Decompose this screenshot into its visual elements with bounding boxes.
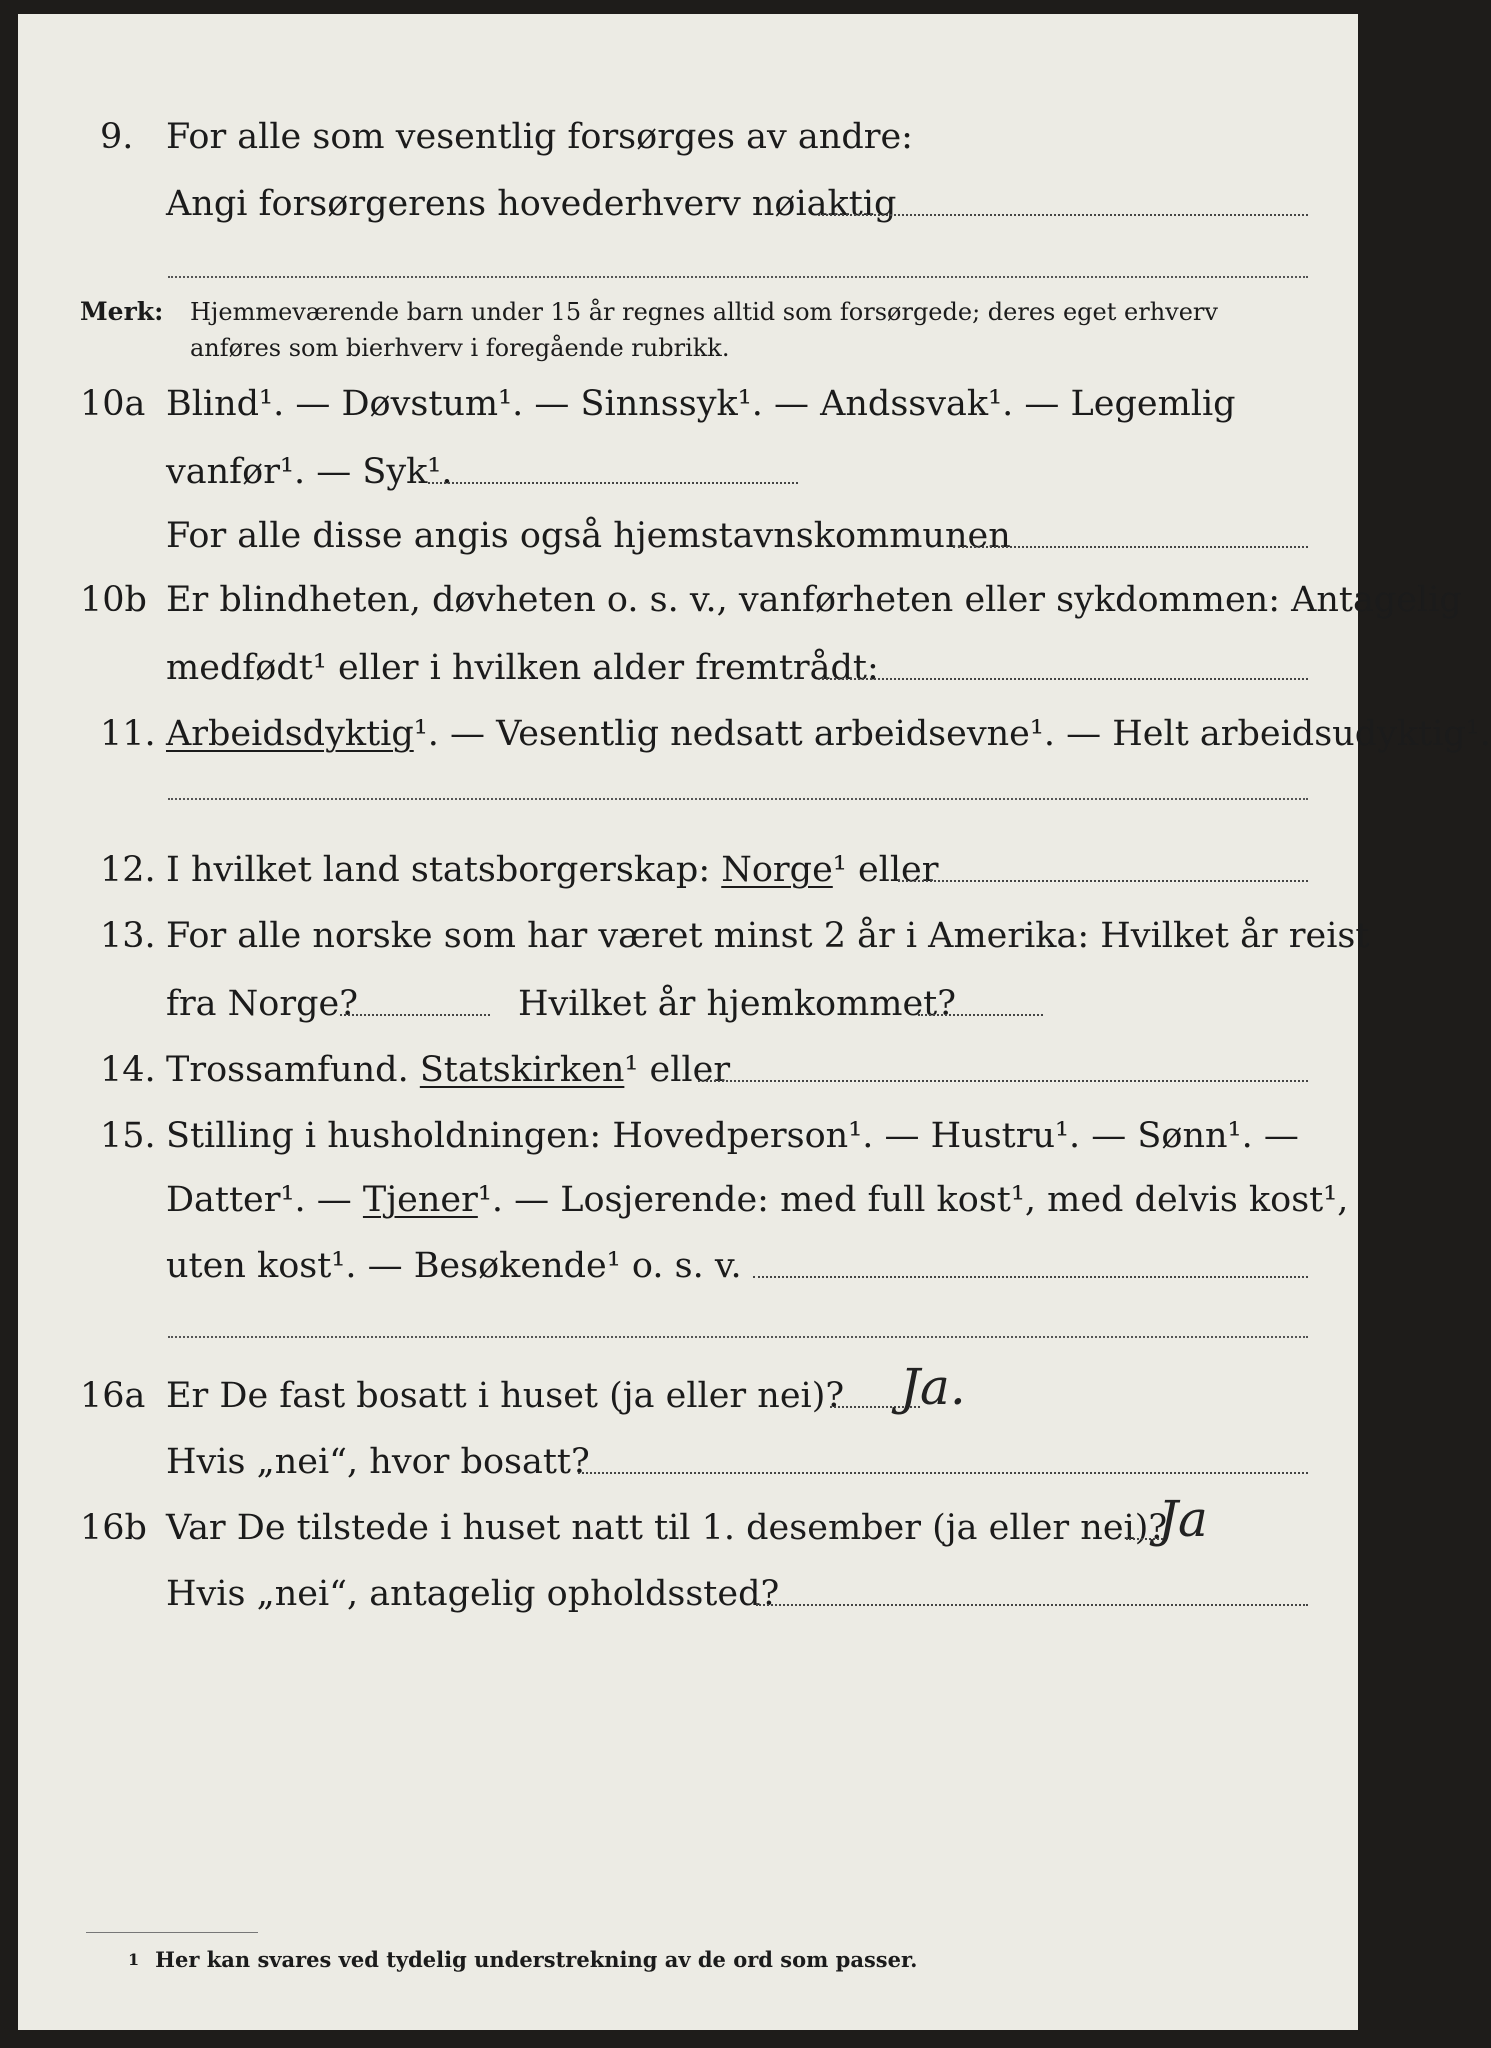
q16a-line2: Hvis „nei“, hvor bosatt? xyxy=(166,1442,590,1482)
q14-option-statskirken[interactable]: Statskirken xyxy=(419,1050,625,1090)
merk-line2: anføres som bierhverv i foregående rubrikk. xyxy=(190,334,730,362)
q10b-answer-line[interactable] xyxy=(818,678,1308,680)
q13-line2a: fra Norge? xyxy=(166,984,358,1024)
q14-line xyxy=(166,1050,730,1090)
q14-answer-line[interactable] xyxy=(698,1080,1308,1082)
q11-line xyxy=(166,714,1491,754)
q9-line1: For alle som vesentlig forsørges av andre: xyxy=(166,117,913,157)
item-number-10b: 10b xyxy=(80,580,147,620)
q15-datter: Datter¹. — xyxy=(166,1180,363,1220)
q13-reist-line[interactable] xyxy=(340,1014,490,1016)
q16b-opholdssted-line[interactable] xyxy=(756,1604,1308,1606)
q10a-line2: vanfør¹. — Syk¹. xyxy=(166,452,453,492)
q13-hjemkommet-line[interactable] xyxy=(918,1014,1043,1016)
item-number-16b: 16b xyxy=(80,1508,147,1548)
merk-label: Merk: xyxy=(80,297,164,326)
q16a-line1: Er De fast bosatt i huset (ja eller nei)? xyxy=(166,1376,845,1416)
q16b-handwritten-answer[interactable]: Ja xyxy=(1158,1490,1208,1548)
q10b-line1: Er blindheten, døvheten o. s. v., vanførheten eller sykdommen: Antagelig xyxy=(166,580,1462,620)
q15-option-tjener[interactable]: Tjener xyxy=(362,1180,478,1220)
q12-line xyxy=(166,850,938,890)
q11-rest: ¹. — Vesentlig nedsatt arbeidsevne¹. — Helt arbeidsudyktig¹. xyxy=(413,714,1491,754)
item-number-12: 12. xyxy=(100,850,156,890)
q9-line2: Angi forsørgerens hovederhverv nøiaktig xyxy=(166,184,897,224)
q9-answer-line-2[interactable] xyxy=(168,276,1308,278)
merk-line1: Hjemmeværende barn under 15 år regnes alltid som forsørgede; deres eget erhverv xyxy=(190,298,1218,326)
q15-line3: uten kost¹. — Besøkende¹ o. s. v. xyxy=(166,1246,742,1286)
q10a-line3: For alle disse angis også hjemstavnskommunen xyxy=(166,516,1011,556)
item-number-14: 14. xyxy=(100,1050,156,1090)
q16b-line2: Hvis „nei“, antagelig opholdssted? xyxy=(166,1574,780,1614)
q12-suffix: ¹ eller xyxy=(832,850,939,890)
q12-answer-line[interactable] xyxy=(898,880,1308,882)
q14-prefix: Trossamfund. xyxy=(166,1050,420,1090)
item-number-9: 9. xyxy=(100,117,134,157)
q15-line1: Stilling i husholdningen: Hovedperson¹. — Hustru¹. — Sønn¹. — xyxy=(166,1116,1299,1156)
q13-line2b: Hvilket år hjemkommet? xyxy=(518,984,957,1024)
q10a-answer-line[interactable] xyxy=(428,482,798,484)
q15-line2 xyxy=(166,1180,1348,1220)
q15-answer-line[interactable] xyxy=(753,1276,1308,1278)
footnote-text: Her kan svares ved tydelig understrekning av de ord som passer. xyxy=(155,1947,918,1972)
item-number-16a: 16a xyxy=(80,1376,146,1416)
q16a-handwritten-answer[interactable]: Ja. xyxy=(900,1358,966,1416)
q16b-line1: Var De tilstede i huset natt til 1. desember (ja eller nei)? xyxy=(166,1508,1168,1548)
q12-prefix: I hvilket land statsborgerskap: xyxy=(166,850,722,890)
q11-option-arbeidsdyktig[interactable]: Arbeidsdyktig xyxy=(166,714,414,754)
census-form-page xyxy=(18,14,1491,2030)
q16a-bosatt-line[interactable] xyxy=(578,1472,1308,1474)
q15-answer-line-2[interactable] xyxy=(168,1336,1308,1338)
q13-line1: For alle norske som har været minst 2 år i Amerika: Hvilket år reist xyxy=(166,916,1370,956)
q10a-line1: Blind¹. — Døvstum¹. — Sinnssyk¹. — Andssvak¹. — Legemlig xyxy=(166,384,1236,424)
q11-answer-line[interactable] xyxy=(168,798,1308,800)
q14-suffix: ¹ eller xyxy=(624,1050,731,1090)
footnote-mark: 1 xyxy=(128,1950,140,1969)
q10b-line2: medfødt¹ eller i hvilken alder fremtrådt: xyxy=(166,648,879,688)
q10a-hjemstavn-line[interactable] xyxy=(953,546,1308,548)
item-number-13: 13. xyxy=(100,916,156,956)
item-number-11: 11. xyxy=(100,714,156,754)
item-number-15: 15. xyxy=(100,1116,156,1156)
footnote xyxy=(128,1946,917,1974)
item-number-10a: 10a xyxy=(80,384,146,424)
q9-answer-line[interactable] xyxy=(818,214,1308,216)
q12-option-norge[interactable]: Norge xyxy=(721,850,833,890)
q15-line2-rest: ¹. — Losjerende: med full kost¹, med delvis kost¹, xyxy=(477,1180,1349,1220)
footnote-rule xyxy=(86,1932,258,1933)
